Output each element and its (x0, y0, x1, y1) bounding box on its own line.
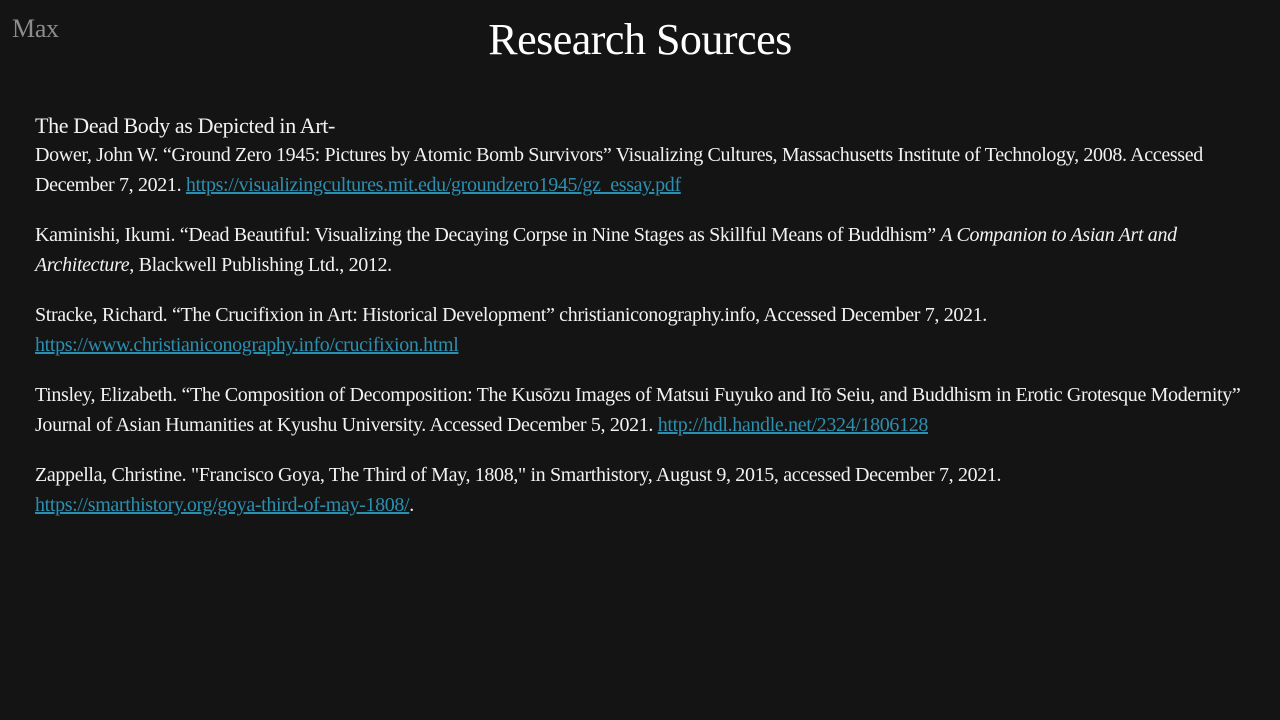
author-tag: Max (12, 14, 59, 43)
source-citation-text: Zappella, Christine. "Francisco Goya, The Third of May, 1808," in Smarthistory, August 9, 2015, accessed December 7, 2021. (35, 464, 1002, 486)
source-citation-suffix: , Blackwell Publishing Ltd., 2012. (129, 254, 392, 276)
page-title: Research Sources (488, 15, 792, 64)
section-subtitle: The Dead Body as Depicted in Art- (35, 113, 336, 138)
source-link[interactable]: http://hdl.handle.net/2324/1806128 (657, 414, 929, 436)
source-publication-title: A Companion to Asian Art and Architecture (35, 224, 1177, 276)
source-entry-tinsley (35, 380, 1250, 440)
source-entry-dower (35, 140, 1250, 200)
source-citation-suffix: . (409, 494, 414, 516)
source-citation-text: Stracke, Richard. “The Crucifixion in Art: Historical Development” christianiconography.info, Accessed December 7, 2021. (35, 304, 987, 326)
source-citation-text: Tinsley, Elizabeth. “The Composition of Decomposition: The Kusōzu Images of Matsui Fuyuko and Itō Seiu, and Buddhism in Erotic Grotesque Modernity” Journal of Asian Humanities at Kyushu University. Accessed December 5, 2021. (35, 384, 1241, 436)
source-entry-zappella (35, 460, 1250, 520)
source-citation-text: Kaminishi, Ikumi. “Dead Beautiful: Visualizing the Decaying Corpse in Nine Stages as Skillful Means of Buddhism” (35, 224, 941, 246)
source-link[interactable]: https://visualizingcultures.mit.edu/groundzero1945/gz_essay.pdf (185, 174, 681, 196)
source-link[interactable]: https://www.christianiconography.info/crucifixion.html (35, 334, 459, 356)
source-entry-kaminishi (35, 220, 1250, 280)
source-citation-text: Dower, John W. “Ground Zero 1945: Pictures by Atomic Bomb Survivors” Visualizing Cultures, Massachusetts Institute of Technology, 2008. Accessed December 7, 2021. (35, 144, 1203, 196)
sources-list (35, 112, 1250, 540)
source-entry-stracke (35, 300, 1250, 360)
source-link[interactable]: https://smarthistory.org/goya-third-of-may-1808/ (35, 494, 410, 516)
